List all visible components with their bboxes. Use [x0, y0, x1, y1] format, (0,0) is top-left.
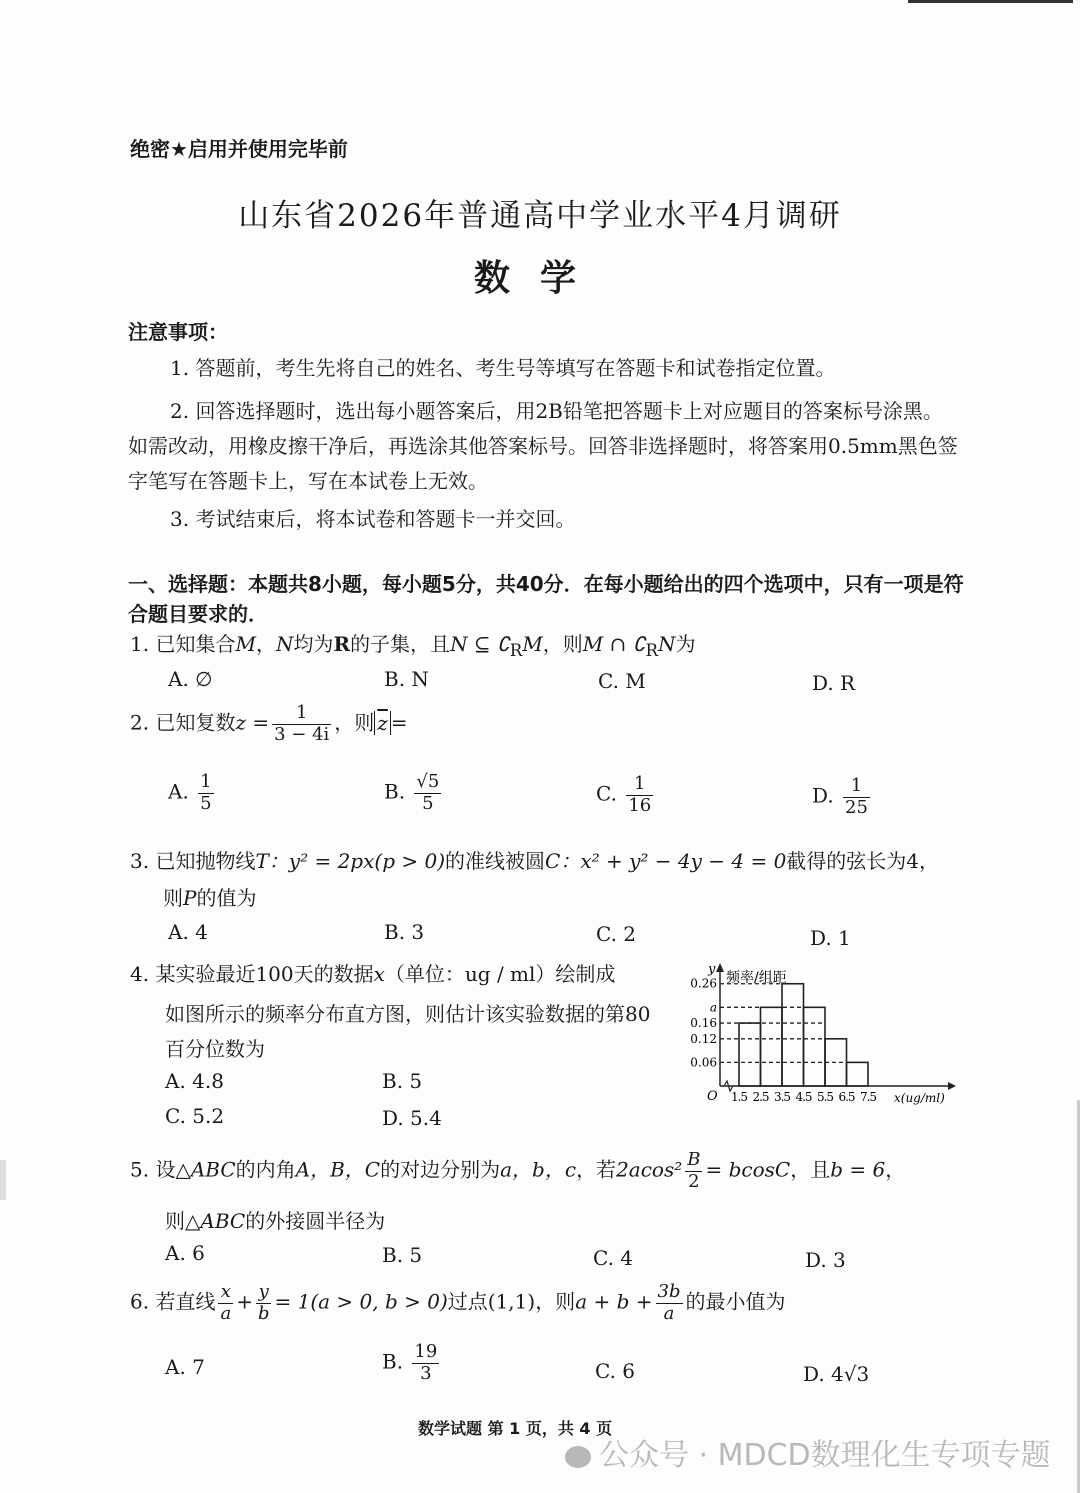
watermark-text: 公众号 · MDCD数理化生专项专题 — [599, 1438, 1051, 1473]
q5-line2a: 则△ — [165, 1209, 201, 1233]
q5-frac-bottom: 2 — [688, 1170, 700, 1192]
q1-option-a: A. ∅ — [168, 667, 213, 691]
q5-option-d: D. 3 — [805, 1248, 846, 1272]
q2-zbar: $\overline{z}$ — [377, 710, 388, 735]
q2-c-top: 1 — [626, 774, 653, 796]
q6-b-top: 19 — [414, 1341, 438, 1362]
q2-abs — [374, 711, 391, 735]
q1-option-d: D. R — [812, 671, 856, 695]
q6-f3-top: 3b — [657, 1281, 681, 1302]
q6-option-a: A. 7 — [165, 1355, 205, 1379]
q2-d-top: 1 — [843, 776, 870, 798]
q5-rhs: = bcosC — [705, 1157, 791, 1182]
q6-option-c: C. 6 — [595, 1359, 636, 1383]
y-tick-label: 0.16 — [690, 1016, 717, 1031]
y-tick-label: 0.12 — [690, 1031, 717, 1046]
q4-option-b: B. 5 — [382, 1069, 423, 1093]
q3-number: 3. — [130, 849, 150, 873]
q2-c-frac — [626, 774, 653, 816]
q1-condition: N ⊆ ∁ — [450, 632, 510, 656]
q5-option-a: A. 6 — [165, 1241, 205, 1265]
q6-b-bot: 3 — [420, 1362, 432, 1384]
q4-line2: 如图所示的频率分布直方图，则估计该实验数据的第80 — [165, 1002, 651, 1026]
x-axis-label: x(ug/ml) — [894, 1091, 945, 1105]
q1-set-n2: N — [658, 632, 676, 656]
x-tick-label: 6.5 — [838, 1090, 855, 1104]
q3-text3: 截得的弦长为4， — [786, 849, 940, 873]
q3-c: C： — [545, 849, 581, 873]
origin-label: O — [707, 1089, 718, 1104]
q2-number: 2. — [130, 710, 150, 735]
q6-frac-3b — [656, 1282, 683, 1324]
x-axis-arrow — [948, 1082, 956, 1090]
q1-number: 1. — [130, 632, 150, 656]
q6-b-label: B. — [382, 1349, 404, 1374]
histogram-bar — [804, 1007, 826, 1086]
frequency-histogram — [680, 958, 970, 1108]
q5-text2: 的内角 — [235, 1157, 296, 1182]
notice-item-2-cont: 如需改动，用橡皮擦干净后，再选涂其他答案标号。回答非选择题时，将答案用0.5mm黑色签 — [128, 434, 958, 458]
notice-item-2-end: 字笔写在答题卡上，写在本试卷上无效。 — [128, 469, 488, 493]
q4-line3: 百分位数为 — [165, 1037, 265, 1061]
q6-text4: 的最小值为 — [685, 1289, 786, 1314]
y-axis-arrow — [716, 963, 724, 972]
q5-text6: ， — [885, 1157, 906, 1182]
q5-text: 设△ — [155, 1157, 191, 1182]
q1-text3: 的子集，且 — [350, 632, 451, 656]
page-footer: 数学试题 第 1 页，共 4 页 — [418, 1419, 613, 1438]
q2-option-d — [812, 776, 873, 818]
scan-edge-left — [0, 1160, 6, 1200]
q2-eq: = — [390, 710, 408, 735]
q6-plus: + — [236, 1289, 253, 1314]
y-tick-label: a — [709, 1000, 717, 1015]
q6-frac-x — [218, 1282, 233, 1324]
q1-text5: 为 — [675, 632, 696, 656]
q6-text3: ，则 — [535, 1289, 576, 1314]
q2-b-label: B. — [384, 779, 406, 804]
x-tick-label: 5.5 — [816, 1090, 834, 1104]
q5-text5: ，且 — [790, 1157, 831, 1182]
q6-f3-bot: a — [663, 1302, 675, 1324]
q4-option-d: D. 5.4 — [382, 1106, 442, 1130]
q6-condition: = 1(a > 0, b > 0) — [274, 1289, 448, 1314]
question-5-line2 — [165, 1205, 385, 1234]
exam-title: 山东省2026年普通高中学业水平4月调研 — [238, 198, 842, 234]
x-tick-label: 3.5 — [773, 1090, 791, 1104]
q6-text2: 过点 — [447, 1289, 488, 1314]
question-5 — [130, 1150, 905, 1192]
y-axis-label: 频率/组距 — [726, 970, 787, 986]
q4-number: 4. — [130, 962, 150, 986]
question-2 — [130, 703, 408, 745]
q3-parabola: y² = 2px(p > 0) — [288, 849, 445, 873]
q4-option-c: C. 5.2 — [165, 1104, 225, 1128]
q5-fraction — [685, 1150, 702, 1192]
q6-f1-bot: a — [220, 1302, 232, 1324]
scan-edge — [908, 0, 1073, 3]
q1-set-n: N — [275, 632, 294, 656]
q3-option-d: D. 1 — [810, 926, 851, 950]
q2-text2: ，则 — [334, 710, 375, 735]
question-4 — [130, 958, 615, 987]
q4-line1: 某实验最近100天的数据 — [155, 962, 374, 986]
q5-option-c: C. 4 — [593, 1246, 634, 1270]
q1-text2: 均为 — [293, 632, 334, 656]
q5-sides: a，b，c — [500, 1157, 577, 1182]
q2-frac-bottom: 3 − 4i — [274, 723, 330, 745]
q2-a-frac — [198, 772, 213, 814]
q6-number: 6. — [130, 1289, 150, 1314]
notice-item-3: 3. 考试结束后，将本试卷和答题卡一并交回。 — [170, 507, 576, 531]
q2-d-frac — [843, 776, 870, 818]
notice-item-2: 2. 回答选择题时，选出每小题答案后，用2B铅笔把答题卡上对应题目的答案标号涂黑。 — [170, 399, 943, 423]
q5-abc2: ABC — [200, 1209, 246, 1233]
q6-point: (1,1) — [487, 1289, 536, 1314]
q6-b-frac — [412, 1342, 439, 1384]
q2-option-b — [384, 772, 444, 814]
x-tick-label: 7.5 — [859, 1090, 877, 1104]
q2-b-frac — [414, 772, 441, 814]
q5-text3: 的对边分别为 — [380, 1157, 501, 1182]
x-tick-label: 2.5 — [752, 1090, 769, 1104]
histogram-bar — [739, 1023, 761, 1086]
q6-option-d: D. 4√3 — [803, 1362, 870, 1386]
q3-option-a: A. 4 — [168, 920, 208, 944]
q6-option-b — [382, 1342, 442, 1384]
notice-heading: 注意事项： — [128, 320, 228, 344]
q5-number: 5. — [130, 1157, 150, 1182]
q2-b-top: √5 — [416, 771, 440, 792]
q2-option-a — [168, 772, 217, 814]
q1-option-c: C. M — [598, 669, 646, 693]
q2-c-label: C. — [596, 781, 617, 806]
q2-c-bot: 16 — [628, 794, 652, 816]
histogram-bar — [782, 984, 804, 1086]
q3-line2: 则 — [163, 886, 183, 910]
q5-angles: A，B，C — [295, 1157, 381, 1182]
q1-text4: ，则 — [542, 632, 583, 656]
y-tick-label: 0.26 — [690, 976, 717, 991]
q4-option-a: A. 4.8 — [165, 1069, 224, 1093]
q4-x: x — [373, 962, 385, 986]
q3-text2: 的准线被圆 — [445, 849, 545, 873]
q2-a-bot: 5 — [200, 792, 212, 814]
q3-text4: 的值为 — [196, 886, 257, 910]
q2-d-label: D. — [812, 783, 834, 808]
q5-text4: ，若 — [576, 1157, 617, 1182]
q2-a-label: A. — [168, 779, 189, 804]
q2-frac-top: 1 — [272, 703, 331, 725]
y-tick-label: 0.06 — [690, 1055, 717, 1070]
watermark — [565, 1430, 1051, 1474]
q5-line2b: 的外接圆半径为 — [245, 1209, 386, 1233]
q3-option-b: B. 3 — [384, 920, 425, 944]
q5-b-value: b = 6 — [830, 1157, 886, 1182]
q2-text: 已知复数 — [155, 710, 236, 735]
q2-d-bot: 25 — [845, 796, 868, 818]
q1-sub-r: R — [509, 641, 523, 660]
q1-text: 已知集合 — [155, 632, 236, 656]
q2-z: z = — [235, 710, 270, 735]
q1-expression: M ∩ ∁ — [582, 632, 646, 656]
question-3-line2 — [163, 882, 256, 911]
q1-sep: ， — [255, 632, 276, 656]
x-tick-label: 1.5 — [730, 1090, 748, 1104]
q2-option-c — [596, 774, 656, 816]
q1-set-m2: M — [522, 632, 543, 656]
q1-option-b: B. N — [384, 667, 429, 691]
q6-text: 若直线 — [155, 1289, 216, 1314]
q6-f1-top: x — [218, 1282, 233, 1304]
q4-unit: （单位：ug / ml）绘制成 — [384, 962, 616, 986]
q3-option-c: C. 2 — [596, 922, 637, 946]
q3-t: T： — [255, 849, 289, 873]
q6-expression: a + b + — [575, 1289, 653, 1314]
q2-fraction — [272, 703, 331, 745]
q2-a-top: 1 — [200, 771, 212, 792]
q2-b-bot: 5 — [422, 792, 434, 814]
q6-f2-top: y — [256, 1282, 272, 1304]
q3-p: P — [183, 886, 197, 910]
y-axis-var: y — [708, 962, 716, 977]
q3-text: 已知抛物线 — [155, 849, 256, 873]
q5-abc: ABC — [190, 1157, 236, 1182]
q6-frac-y — [256, 1282, 272, 1324]
q1-sub-r2: R — [645, 641, 659, 660]
question-6 — [130, 1282, 786, 1324]
q5-option-b: B. 5 — [382, 1243, 423, 1267]
x-tick-label: 4.5 — [795, 1090, 812, 1104]
notice-item-1: 1. 答题前，考生先将自己的姓名、考生号等填写在答题卡和试卷指定位置。 — [170, 356, 836, 380]
histogram-bar — [761, 1007, 783, 1086]
section-heading: 一、选择题：本题共8小题，每小题5分，共40分．在每小题给出的四个选项中，只有一项是符合题目要求的． — [128, 572, 964, 626]
secret-label: 绝密★启用并使用完毕前 — [130, 137, 348, 161]
question-3 — [130, 845, 939, 874]
histogram-bar — [847, 1062, 869, 1086]
q6-f2-bot: b — [257, 1302, 270, 1324]
question-1 — [130, 628, 696, 660]
q5-lhs: 2acos² — [616, 1157, 683, 1182]
q1-real: R — [333, 632, 351, 656]
q1-set-m: M — [235, 632, 256, 656]
q5-frac-top: B — [687, 1149, 701, 1170]
wechat-icon — [565, 1446, 591, 1468]
subject-title: 数学 — [473, 258, 606, 299]
q3-circle: x² + y² − 4y − 4 = 0 — [580, 849, 787, 873]
